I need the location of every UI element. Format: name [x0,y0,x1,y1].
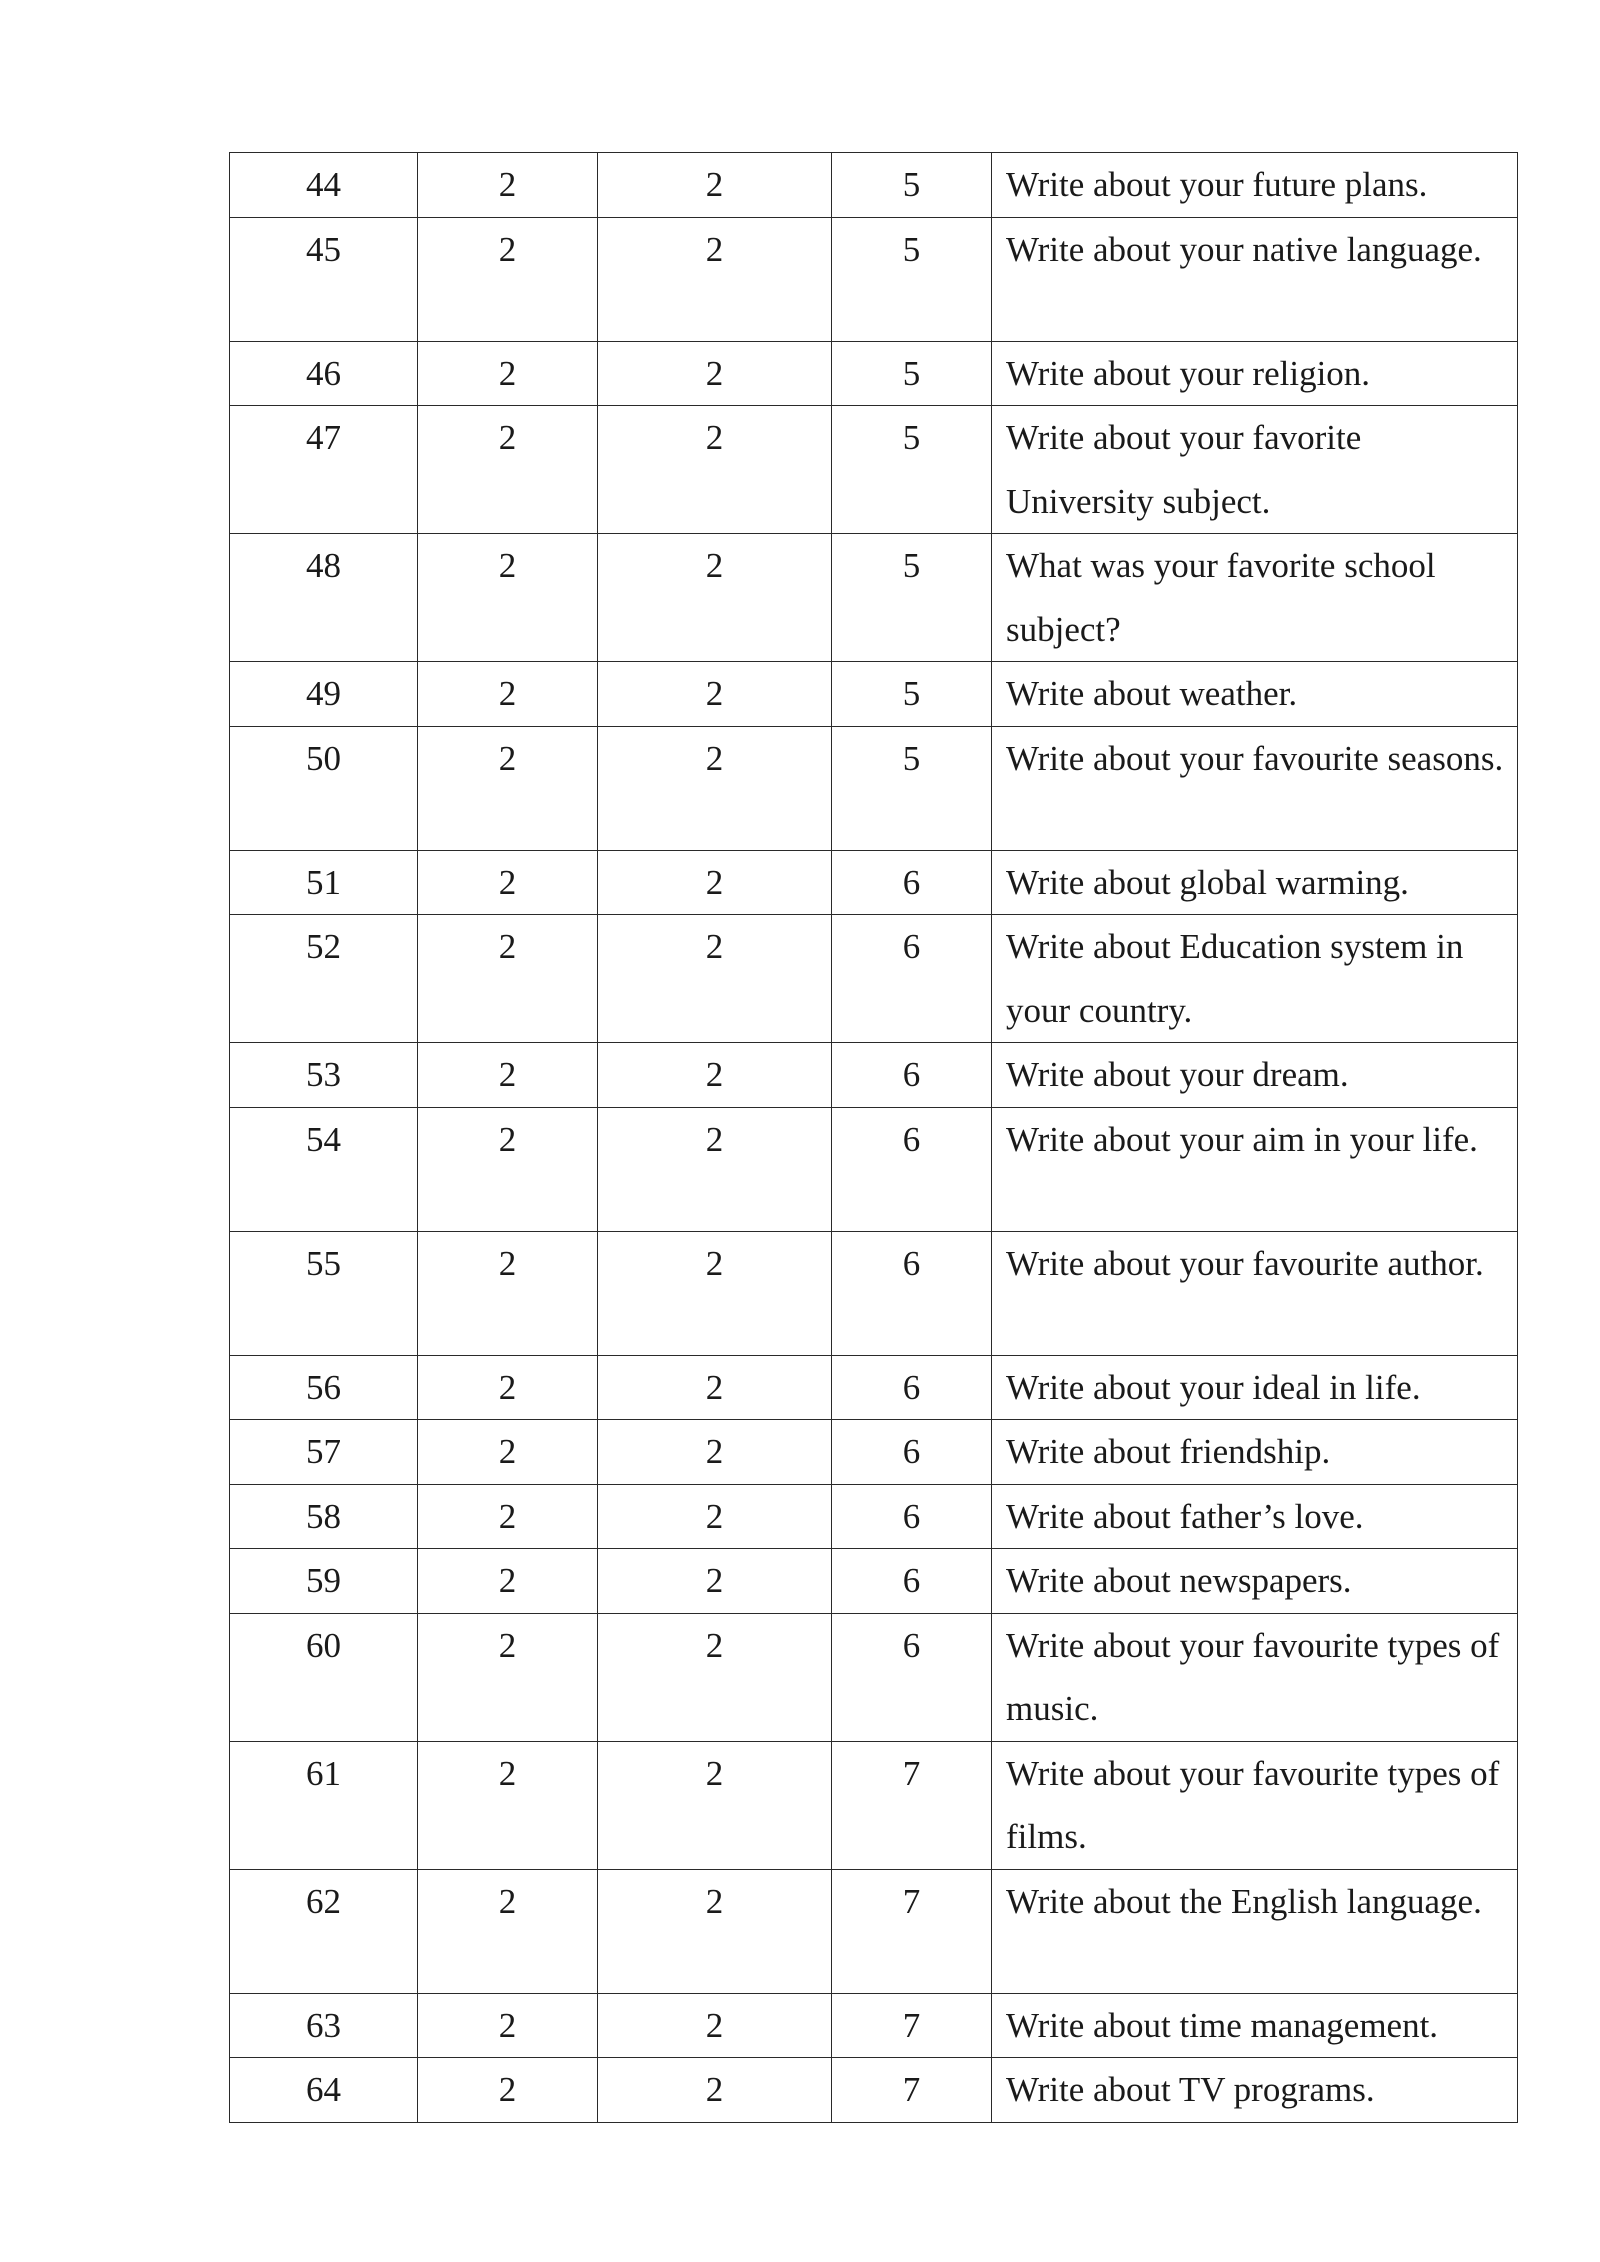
cell-col2: 2 [418,1420,598,1485]
cell-col4: 5 [832,534,992,662]
table-row [230,1993,1518,2058]
cell-col3: 2 [598,726,832,850]
table-row [230,153,1518,218]
cell-number: 60 [230,1613,418,1741]
table-row [230,341,1518,406]
cell-col2: 2 [418,850,598,915]
cell-col4: 5 [832,153,992,218]
cell-col3: 2 [598,153,832,218]
cell-col3: 2 [598,1420,832,1485]
cell-topic: Write about your favourite types of films. [992,1741,1518,1869]
table-row [230,406,1518,534]
cell-col3: 2 [598,1613,832,1741]
cell-col3: 2 [598,915,832,1043]
cell-topic: Write about Education system in your country. [992,915,1518,1043]
cell-number: 53 [230,1043,418,1108]
cell-topic: Write about global warming. [992,850,1518,915]
cell-col3: 2 [598,217,832,341]
table-row [230,1231,1518,1355]
cell-topic: What was your favorite school subject? [992,534,1518,662]
table-row [230,2058,1518,2123]
cell-col3: 2 [598,1107,832,1231]
cell-number: 56 [230,1355,418,1420]
cell-topic: Write about your favourite author. [992,1231,1518,1355]
cell-col4: 6 [832,850,992,915]
cell-topic: Write about your dream. [992,1043,1518,1108]
cell-topic: Write about time management. [992,1993,1518,2058]
table-row [230,1420,1518,1485]
cell-topic: Write about newspapers. [992,1549,1518,1614]
cell-col3: 2 [598,406,832,534]
table-row [230,915,1518,1043]
cell-col3: 2 [598,341,832,406]
cell-col3: 2 [598,2058,832,2123]
table-row [230,1549,1518,1614]
topics-table [229,152,1518,2123]
table-row [230,1484,1518,1549]
table-row [230,1355,1518,1420]
cell-topic: Write about your favorite University subject. [992,406,1518,534]
table-body [230,153,1518,2123]
table-row [230,662,1518,727]
cell-col2: 2 [418,534,598,662]
cell-topic: Write about your future plans. [992,153,1518,218]
cell-col2: 2 [418,2058,598,2123]
cell-col4: 6 [832,1613,992,1741]
cell-col4: 7 [832,1741,992,1869]
cell-col3: 2 [598,1869,832,1993]
cell-col4: 6 [832,1549,992,1614]
cell-col3: 2 [598,850,832,915]
cell-number: 45 [230,217,418,341]
cell-col2: 2 [418,915,598,1043]
cell-col3: 2 [598,1355,832,1420]
cell-number: 63 [230,1993,418,2058]
cell-col2: 2 [418,1613,598,1741]
cell-number: 48 [230,534,418,662]
cell-col3: 2 [598,1993,832,2058]
cell-number: 52 [230,915,418,1043]
table-row [230,1613,1518,1741]
cell-number: 61 [230,1741,418,1869]
cell-number: 50 [230,726,418,850]
cell-col4: 6 [832,1107,992,1231]
cell-topic: Write about friendship. [992,1420,1518,1485]
table-row [230,1869,1518,1993]
cell-number: 49 [230,662,418,727]
cell-col4: 5 [832,217,992,341]
table-row [230,726,1518,850]
cell-col2: 2 [418,1484,598,1549]
cell-number: 44 [230,153,418,218]
cell-col4: 6 [832,1484,992,1549]
cell-topic: Write about your religion. [992,341,1518,406]
cell-topic: Write about the English language. [992,1869,1518,1993]
cell-col3: 2 [598,1549,832,1614]
cell-col4: 7 [832,1869,992,1993]
cell-col2: 2 [418,1107,598,1231]
cell-col2: 2 [418,1355,598,1420]
cell-col4: 7 [832,2058,992,2123]
cell-number: 57 [230,1420,418,1485]
cell-col2: 2 [418,662,598,727]
cell-number: 54 [230,1107,418,1231]
cell-topic: Write about your favourite seasons. [992,726,1518,850]
cell-topic: Write about weather. [992,662,1518,727]
cell-col4: 6 [832,1355,992,1420]
cell-col3: 2 [598,1043,832,1108]
cell-col2: 2 [418,1043,598,1108]
table-row [230,850,1518,915]
cell-col4: 6 [832,1043,992,1108]
table-row [230,1107,1518,1231]
cell-col4: 6 [832,1420,992,1485]
cell-topic: Write about your ideal in life. [992,1355,1518,1420]
cell-col2: 2 [418,1993,598,2058]
cell-number: 46 [230,341,418,406]
cell-col2: 2 [418,153,598,218]
cell-number: 55 [230,1231,418,1355]
cell-number: 51 [230,850,418,915]
cell-number: 59 [230,1549,418,1614]
cell-number: 64 [230,2058,418,2123]
cell-number: 58 [230,1484,418,1549]
table-row [230,217,1518,341]
cell-col4: 5 [832,341,992,406]
cell-col2: 2 [418,1741,598,1869]
cell-col3: 2 [598,662,832,727]
cell-col3: 2 [598,1484,832,1549]
cell-topic: Write about TV programs. [992,2058,1518,2123]
cell-col2: 2 [418,341,598,406]
cell-col3: 2 [598,534,832,662]
cell-number: 62 [230,1869,418,1993]
cell-col4: 5 [832,726,992,850]
cell-col2: 2 [418,217,598,341]
cell-col2: 2 [418,1231,598,1355]
cell-topic: Write about your aim in your life. [992,1107,1518,1231]
cell-number: 47 [230,406,418,534]
cell-col4: 5 [832,662,992,727]
table-row [230,1741,1518,1869]
cell-col3: 2 [598,1741,832,1869]
cell-col2: 2 [418,1549,598,1614]
cell-col4: 6 [832,1231,992,1355]
cell-col3: 2 [598,1231,832,1355]
table-row [230,534,1518,662]
cell-topic: Write about father’s love. [992,1484,1518,1549]
cell-col2: 2 [418,1869,598,1993]
cell-col4: 5 [832,406,992,534]
table-row [230,1043,1518,1108]
cell-col4: 6 [832,915,992,1043]
cell-col4: 7 [832,1993,992,2058]
cell-col2: 2 [418,406,598,534]
cell-topic: Write about your favourite types of music. [992,1613,1518,1741]
cell-topic: Write about your native language. [992,217,1518,341]
cell-col2: 2 [418,726,598,850]
